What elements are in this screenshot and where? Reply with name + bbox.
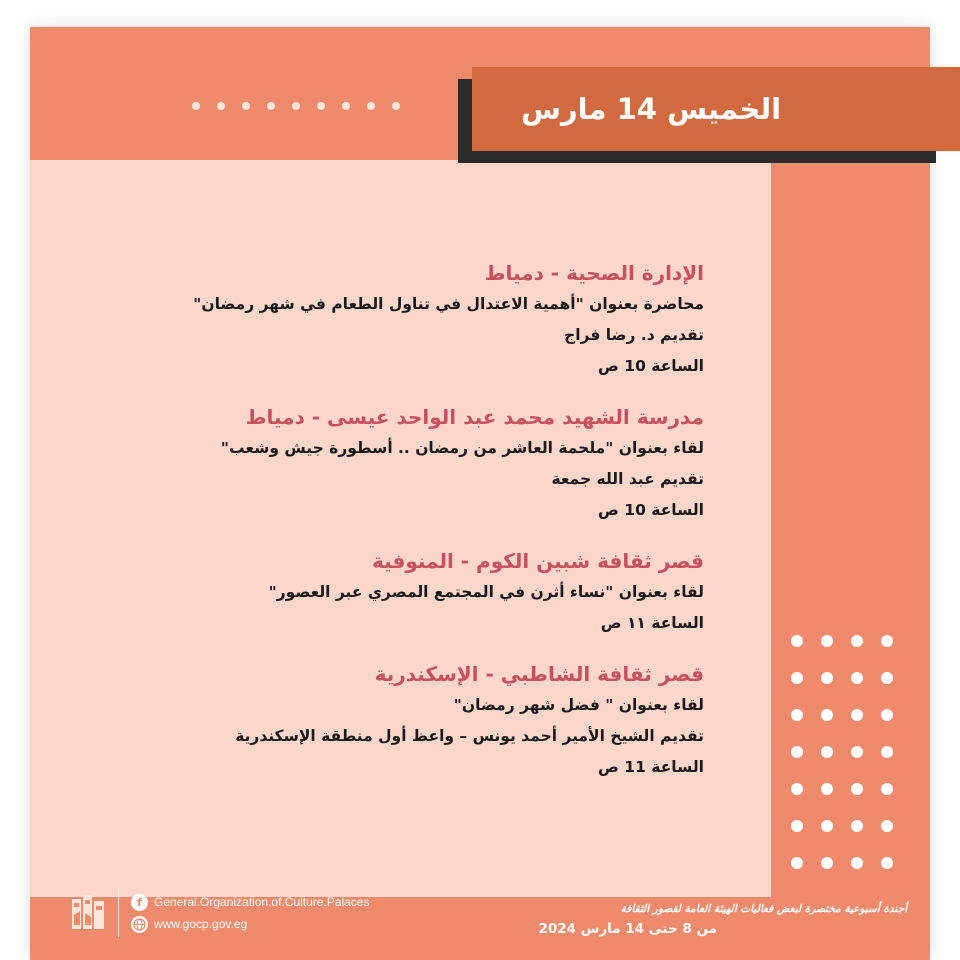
- dot: [392, 102, 400, 110]
- dot: [791, 635, 803, 647]
- date-title: الخميس 14 مارس: [520, 92, 782, 126]
- dot: [881, 820, 893, 832]
- dot: [881, 709, 893, 721]
- event-time: الساعة 10 ص: [598, 357, 704, 375]
- dot: [851, 672, 863, 684]
- dot: [881, 857, 893, 869]
- event-venue: الإدارة الصحية - دمياط: [484, 261, 704, 285]
- dot: [821, 746, 833, 758]
- dot: [192, 102, 200, 110]
- dot: [242, 102, 250, 110]
- dot: [821, 672, 833, 684]
- footer-agenda: [487, 901, 907, 940]
- event-entry: [144, 545, 704, 639]
- event-venue: قصر ثقافة الشاطبي - الإسكندرية: [374, 662, 704, 686]
- poster-background: [30, 27, 930, 960]
- dot: [821, 857, 833, 869]
- dot: [881, 635, 893, 647]
- dot: [851, 783, 863, 795]
- event-topic: محاضرة بعنوان "أهمية الاعتدال في تناول الطعام في شهر رمضان": [193, 295, 704, 313]
- decorative-dot-row: [192, 102, 400, 110]
- event-time: الساعة ١١ ص: [600, 614, 704, 632]
- event-entry: [144, 658, 704, 783]
- dot: [217, 102, 225, 110]
- event-entry: [144, 257, 704, 382]
- event-topic: لقاء بعنوان "ملحمة العاشر من رمضان .. أسطورة جيش وشعب": [220, 439, 704, 457]
- dot: [821, 709, 833, 721]
- dot: [881, 783, 893, 795]
- dot: [821, 635, 833, 647]
- dot: [791, 672, 803, 684]
- dot: [821, 783, 833, 795]
- dot: [367, 102, 375, 110]
- event-presenter: تقديم الشيخ الأمير أحمد يونس – واعظ أول منطقة الإسكندرية: [235, 727, 704, 745]
- dot: [821, 820, 833, 832]
- event-presenter: تقديم د. رضا فراج: [564, 326, 704, 344]
- dot: [342, 102, 350, 110]
- facebook-text: General.Organization.of.Culture.Palaces: [154, 895, 370, 909]
- dot: [851, 746, 863, 758]
- dot: [881, 672, 893, 684]
- dot: [851, 635, 863, 647]
- dot: [791, 820, 803, 832]
- gocp-logo-icon: [70, 891, 106, 935]
- event-time: الساعة 10 ص: [598, 501, 704, 519]
- website-link[interactable]: [131, 916, 369, 933]
- facebook-icon: f: [131, 894, 148, 911]
- footer-divider: [118, 889, 119, 937]
- dot: [317, 102, 325, 110]
- footer-contacts: [70, 889, 369, 937]
- agenda-description: أجندة أسبوعية مختصرة لبعض فعاليات الهيئة العامة لقصور الثقافة: [620, 903, 907, 915]
- decorative-dot-grid: [791, 635, 893, 869]
- contact-list: [131, 894, 369, 933]
- event-presenter: تقديم عبد الله جمعة: [551, 470, 704, 488]
- website-text: www.gocp.gov.eg: [154, 917, 248, 931]
- event-venue: قصر ثقافة شبين الكوم - المنوفية: [371, 549, 704, 573]
- dot: [292, 102, 300, 110]
- dot: [791, 783, 803, 795]
- event-venue: مدرسة الشهيد محمد عبد الواحد عيسى - دمياط: [245, 405, 704, 429]
- dot: [851, 857, 863, 869]
- dot: [267, 102, 275, 110]
- date-banner: [472, 67, 960, 151]
- facebook-link[interactable]: [131, 894, 369, 911]
- globe-icon: [131, 916, 148, 933]
- dot: [851, 820, 863, 832]
- dot: [791, 709, 803, 721]
- agenda-period: من 8 حتى 14 مارس 2024: [538, 921, 717, 937]
- event-entry: [144, 401, 704, 526]
- dot: [791, 857, 803, 869]
- dot: [791, 746, 803, 758]
- events-list: [144, 257, 704, 802]
- dot: [851, 709, 863, 721]
- dot: [881, 746, 893, 758]
- event-topic: لقاء بعنوان " فضل شهر رمضان": [453, 696, 704, 714]
- event-time: الساعة 11 ص: [598, 758, 704, 776]
- event-topic: لقاء بعنوان "نساء أثرن في المجتمع المصري عبر العصور": [268, 583, 704, 601]
